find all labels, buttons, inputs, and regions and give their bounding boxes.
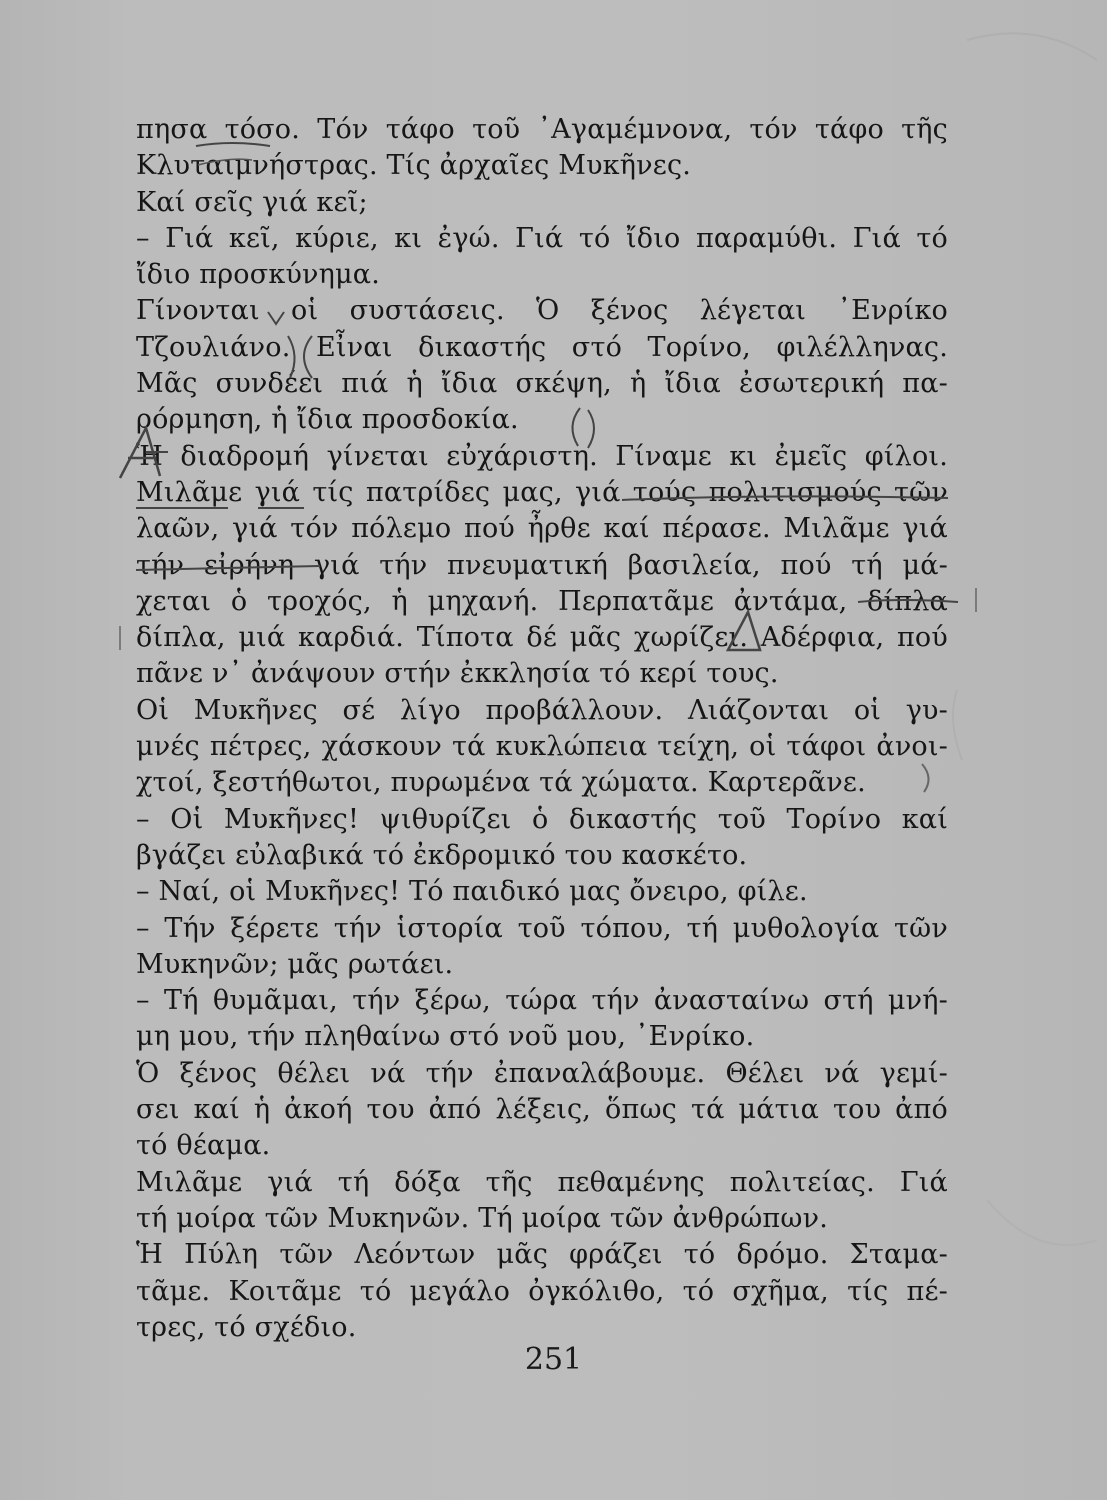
text-line: – Γιά κεῖ, κύριε, κι ἐγώ. Γιά τό ἴδιο παραμύθι. Γιά τό bbox=[136, 222, 948, 254]
page-number: 251 bbox=[524, 1342, 583, 1377]
text-line: Τζουλιάνο. Εἶναι δικαστής στό Τορίνο, φιλέλληνας. bbox=[136, 331, 948, 363]
text-line: Ἡ διαδρομή γίνεται εὐχάριστη. Γίναμε κι ἐμεῖς φίλοι. bbox=[136, 440, 948, 472]
text-line: δίπλα, μιά καρδιά. Τίποτα δέ μᾶς χωρίζει. Αδέρφια, πού bbox=[136, 622, 948, 654]
text-line: Ἡ Πύλη τῶν Λεόντων μᾶς φράζει τό δρόμο. Σταμα- bbox=[136, 1239, 948, 1271]
text-line: – Τήν ξέρετε τήν ἱστορία τοῦ τόπου, τή μυθολογία τῶν bbox=[136, 912, 948, 944]
text-line: Ὁ ξένος θέλει νά τήν ἐπαναλάβουμε. Θέλει νά γεμί- bbox=[136, 1057, 948, 1089]
text-line: – Τή θυμᾶμαι, τήν ξέρω, τώρα τήν ἀνασταίνω στή μνή- bbox=[136, 985, 948, 1017]
text-line: πησα τόσο. Τόν τάφο τοῦ ᾿Αγαμέμνονα, τόν τάφο τῆς bbox=[136, 114, 948, 145]
text-line: ἴδιο προσκύνημα. bbox=[136, 259, 381, 291]
text-line: βγάζει εὐλαβικά τό ἐκδρομικό του κασκέτο. bbox=[136, 839, 748, 871]
text-line: Μιλᾶμε γιά τή δόξα τῆς πεθαμένης πολιτείας. Γιά bbox=[136, 1166, 948, 1198]
text-line: μη μου, τήν πληθαίνω στό νοῦ μου, ᾿Ενρίκο. bbox=[136, 1021, 755, 1053]
text-line: Γίνονται οἱ συστάσεις. Ὁ ξένος λέγεται ᾿Ενρίκο bbox=[136, 295, 948, 327]
text-line: Μυκηνῶν; μᾶς ρωτάει. bbox=[136, 948, 454, 980]
show-through-shadow bbox=[947, 0, 1107, 1500]
body-text bbox=[136, 112, 948, 1346]
text-line: τή μοίρα τῶν Μυκηνῶν. Τή μοίρα τῶν ἀνθρώπων. bbox=[136, 1202, 828, 1234]
text-line: ρόρμηση, ἡ ἴδια προσδοκία. bbox=[136, 404, 519, 436]
text-line: – Οἱ Μυκῆνες! ψιθυρίζει ὁ δικαστής τοῦ Τορίνο καί bbox=[136, 803, 948, 835]
text-line: πᾶνε ν᾿ ἀνάψουν στήν ἐκκλησία τό κερί τους. bbox=[136, 658, 779, 690]
text-line: Μιλᾶμε γιά τίς πατρίδες μας, γιά τούς πολιτισμούς τῶν bbox=[136, 476, 948, 508]
text-line: σει καί ἡ ἀκοή του ἀπό λέξεις, ὅπως τά μάτια του ἀπό bbox=[136, 1094, 948, 1126]
text-line: τᾶμε. Κοιτᾶμε τό μεγάλο ὀγκόλιθο, τό σχῆμα, τίς πέ- bbox=[136, 1275, 948, 1307]
text-line: χτοί, ξεστήθωτοι, πυρωμένα τά χώματα. Καρτερᾶνε. bbox=[136, 767, 866, 799]
text-line: λαῶν, γιά τόν πόλεμο πού ἦρθε καί πέρασε. Μιλᾶμε γιά bbox=[136, 513, 948, 545]
text-line: Οἱ Μυκῆνες σέ λίγο προβάλλουν. Λιάζονται οἱ γυ- bbox=[136, 694, 948, 726]
text-line: – Ναί, οἱ Μυκῆνες! Τό παιδικό μας ὄνειρο, φίλε. bbox=[136, 876, 808, 908]
text-line: μνές πέτρες, χάσκουν τά κυκλώπεια τείχη, οἱ τάφοι ἀνοι- bbox=[136, 731, 948, 763]
text-line: χεται ὁ τροχός, ἡ μηχανή. Περπατᾶμε ἀντάμα, δίπλα bbox=[136, 585, 948, 617]
text-line: τό θέαμα. bbox=[136, 1130, 271, 1162]
text-line: Μᾶς συνδέει πιά ἡ ἴδια σκέψη, ἡ ἴδια ἐσωτερική πα- bbox=[136, 368, 948, 400]
text-line: Κλυταιμνήστρας. Τίς ἀρχαῖες Μυκῆνες. bbox=[136, 150, 692, 182]
text-line: τήν εἰρήνη γιά τήν πνευματική βασιλεία, πού τή μά- bbox=[136, 549, 948, 581]
text-line: Καί σεῖς γιά κεῖ; bbox=[136, 186, 368, 218]
text-line: τρες, τό σχέδιο. bbox=[136, 1311, 357, 1343]
